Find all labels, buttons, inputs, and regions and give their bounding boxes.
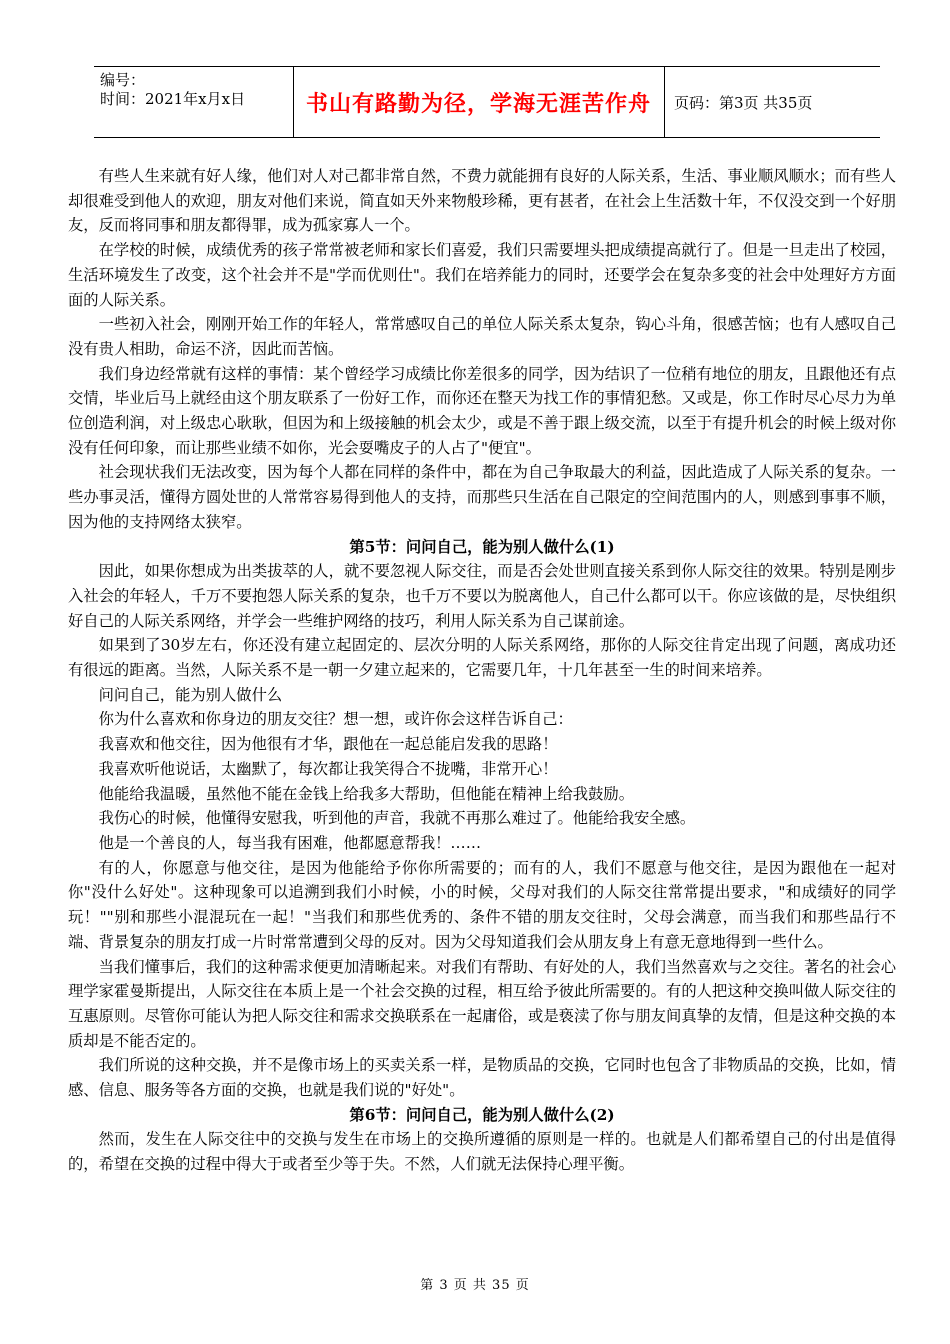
body-paragraph: 在学校的时候，成绩优秀的孩子常常被老师和家长们喜爱，我们只需要埋头把成绩提高就行了。但是一旦走出了校园，生活环境发生了改变，这个社会并不是"学而优则仕"。我们在培养能力的同时，还要学会在复杂多变的社会中处理好方方面面的人际关系。 <box>68 241 896 309</box>
body-paragraph: 我喜欢和他交往，因为他很有才华，跟他在一起总能启发我的思路！ <box>98 735 558 754</box>
body-paragraph: 社会现状我们无法改变，因为每个人都在同样的条件中，都在为自己争取最大的利益，因此造成了人际关系的复杂。一些办事灵活，懂得方圆处世的人常常容易得到他人的支持，而那些只生活在自己限定的空间范围内的人，则感到事事不顺，因为他的支持网络太狭窄。 <box>68 463 896 531</box>
body-paragraph: 我们身边经常就有这样的事情：某个曾经学习成绩比你差很多的同学，因为结识了一位稍有地位的朋友，且跟他还有点交情，毕业后马上就经由这个朋友联系了一份好工作，而你还在整天为找工作的事情犯愁。又或是，你工作时尽心尽力为单位创造利润，对上级忠心耿耿，但因为和上级接触的机会太少，或是不善于跟上级交流，以至于有提升机会的时候上级对你没有任何印象，而让那些业绩不如你，光会耍嘴皮子的人占了"便宜"。 <box>68 364 896 457</box>
document-body <box>68 164 896 1177</box>
body-paragraph: 你为什么喜欢和你身边的朋友交往？想一想，或许你会这样告诉自己： <box>98 710 573 729</box>
body-paragraph: 一些初入社会，刚刚开始工作的年轻人，常常感叹自己的单位人际关系太复杂，钩心斗角，很感苦恼；也有人感叹自己没有贵人相助，命运不济，因此而苦恼。 <box>68 315 896 358</box>
body-paragraph: 我伤心的时候，他懂得安慰我，听到他的声音，我就不再那么难过了。他能给我安全感。 <box>98 809 696 828</box>
header-motto-cell <box>293 67 665 137</box>
body-paragraph: 有些人生来就有好人缘，他们对人对己都非常自然，不费力就能拥有良好的人际关系，生活、事业顺风顺水；而有些人却很难受到他人的欢迎，朋友对他们来说，简直如天外来物般珍稀，更有甚者，在社会上生活数十年，不仅没交到一个好朋友，反而将同事和朋友都得罪，成为孤家寡人一个。 <box>68 167 896 235</box>
body-paragraph: 然而，发生在人际交往中的交换与发生在市场上的交换所遵循的原则是一样的。也就是人们都希望自己的付出是值得的，希望在交换的过程中得大于或者至少等于失。不然，人们就无法保持心理平衡。 <box>68 1130 896 1174</box>
body-paragraph: 他能给我温暖，虽然他不能在金钱上给我多大帮助，但他能在精神上给我鼓励。 <box>98 784 634 803</box>
page-footer: 第 3 页 共 35 页 <box>420 1278 530 1293</box>
document-header <box>94 66 880 138</box>
body-paragraph: 问问自己，能为别人做什么 <box>98 685 283 704</box>
document-code-label: 编号： <box>100 71 146 89</box>
header-page-cell <box>665 67 880 137</box>
body-paragraph: 因此，如果你想成为出类拔萃的人，就不要忽视人际交往，而是否会处世则直接关系到你人际交往的效果。特别是刚步入社会的年轻人，千万不要抱怨人际关系的复杂，也千万不要以为脱离他人，自己什么都可以干。你应该做的是，尽快组织好自己的人际关系网络，并学会一些维护网络的技巧，利用人际关系为自己谋前途。 <box>68 562 896 630</box>
body-paragraph: 当我们懂事后，我们的这种需求便更加清晰起来。对我们有帮助、有好处的人，我们当然喜欢与之交往。著名的社会心理学家霍曼斯提出，人际交往在本质上是一个社会交换的过程，相互给予彼此所需要的。有的人把这种交换叫做人际交往的互惠原则。尽管你可能认为把人际交往和需求交换联系在一起庸俗，或是亵渎了你与朋友间真挚的友情，但是这种交换的本质却是不能否定的。 <box>68 957 896 1050</box>
body-paragraph: 有的人，你愿意与他交往，是因为他能给予你你所需要的；而有的人，我们不愿意与他交往，是因为跟他在一起对你"没什么好处"。这种现象可以追溯到我们小时候，小的时候，父母对我们的人际交往常常提出要求，"和成绩好的同学玩！""别和那些小混混玩在一起！"当我们和那些优秀的、条件不错的朋友交往时，父母会满意，而当我们和那些品行不端、背景复杂的朋友打成一片时常常遭到父母的反对。因为父母知道我们会从朋友身上有意无意地得到一些什么。 <box>68 858 896 951</box>
header-page-info: 页码：第3页 共35页 <box>674 93 813 112</box>
document-date: 时间：2021年x月x日 <box>100 90 246 108</box>
body-paragraph: 我们所说的这种交换，并不是像市场上的买卖关系一样，是物质品的交换，它同时也包含了非物质品的交换，比如，情感、信息、服务等各方面的交换，也就是我们说的"好处"。 <box>68 1056 896 1100</box>
body-paragraph: 他是一个善良的人，每当我有困难，他都愿意帮我！…… <box>98 833 482 852</box>
body-paragraph: 我喜欢听他说话，太幽默了，每次都让我笑得合不拢嘴，非常开心！ <box>98 759 558 778</box>
header-meta-cell <box>94 67 294 137</box>
body-paragraph: 如果到了30岁左右，你还没有建立起固定的、层次分明的人际关系网络，那你的人际交往肯定出现了问题，离成功还有很远的距离。当然，人际关系不是一朝一夕建立起来的，它需要几年，十几年甚至一生的时间来培养。 <box>68 636 896 680</box>
header-motto: 书山有路勤为径，学海无涯苦作舟 <box>305 91 651 117</box>
section-heading: 第6节：问问自己，能为别人做什么(2) <box>349 1105 615 1124</box>
section-heading: 第5节：问问自己，能为别人做什么(1) <box>349 537 615 556</box>
